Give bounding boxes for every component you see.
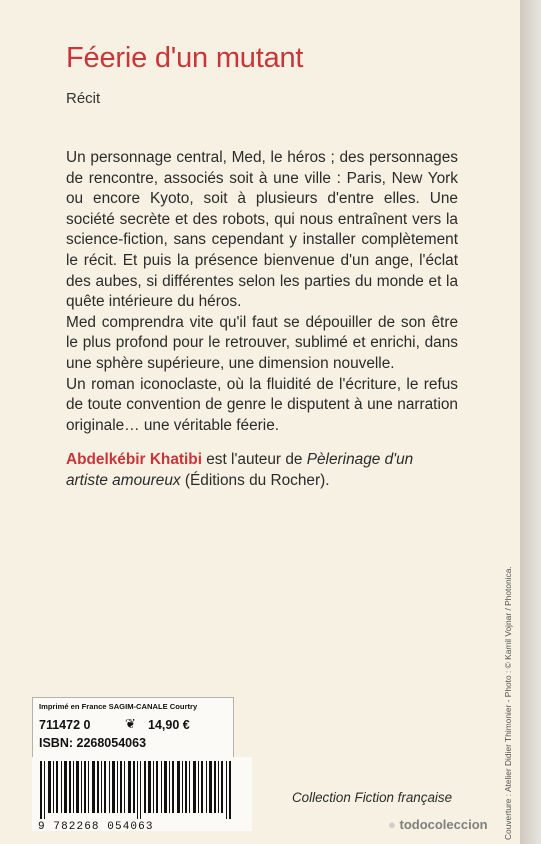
book-title: Féerie d'un mutant	[66, 42, 304, 74]
author-name: Abdelkébir Khatibi	[66, 451, 202, 468]
cover-credits: Couverture : Atelier Didier Thimonier - Photo : © Kamil Vojnar / Photonica.	[503, 566, 513, 840]
sticker-code: 711472 0	[39, 718, 91, 732]
collection-name: Collection Fiction française	[292, 790, 453, 805]
blurb	[66, 148, 458, 436]
blurb-paragraph-1: Un personnage central, Med, le héros ; des personnages de rencontre, associés soit à une ville : Paris, New York ou encore Kyoto, soit à plusieurs d'entre elles. Une société secrète et des robots, qui nous entraînent vers la science-fiction, sans cependant y installer complètement le récit. Et puis la présence bienvenue d'un ange, l'éclat des aubes, si différentes selon les parties du monde et la quête intérieure du héros.	[66, 149, 458, 311]
watermark-text: todocoleccion	[399, 817, 488, 832]
barcode-icon	[40, 761, 240, 819]
blurb-paragraph-3: Un roman iconoclaste, où la fluidité de l'écriture, le refus de toute convention de genre le disputent à une narration originale… une véritable féerie.	[66, 375, 458, 434]
author-publisher: (Éditions du Rocher).	[180, 471, 330, 489]
barcode	[32, 757, 252, 831]
book-subtitle: Récit	[66, 90, 101, 107]
blurb-paragraph-2: Med comprendra vite qu'il faut se dépouiller de son être le plus profond pour le retrouver, sublimé et enrichi, dans une sphère supérieure, une dimension nouvelle.	[66, 313, 458, 372]
author-middle: est l'auteur de	[201, 451, 307, 468]
publisher-bird-icon: ❦	[125, 716, 136, 731]
author-note	[66, 450, 458, 491]
page-edge	[520, 0, 541, 844]
author-book-title: Pèlerinage d'un artiste amoureux	[66, 451, 414, 489]
sticker-imprint: Imprimé en France SAGIM-CANALE Courtry	[39, 702, 198, 711]
watermark	[388, 817, 488, 832]
sticker-price: 14,90 €	[148, 718, 190, 732]
price-sticker	[32, 697, 234, 759]
barcode-digits: 9 782268 054063	[38, 821, 154, 833]
watermark-dot-icon: ●	[388, 817, 396, 832]
sticker-isbn: ISBN: 2268054063	[39, 736, 147, 750]
